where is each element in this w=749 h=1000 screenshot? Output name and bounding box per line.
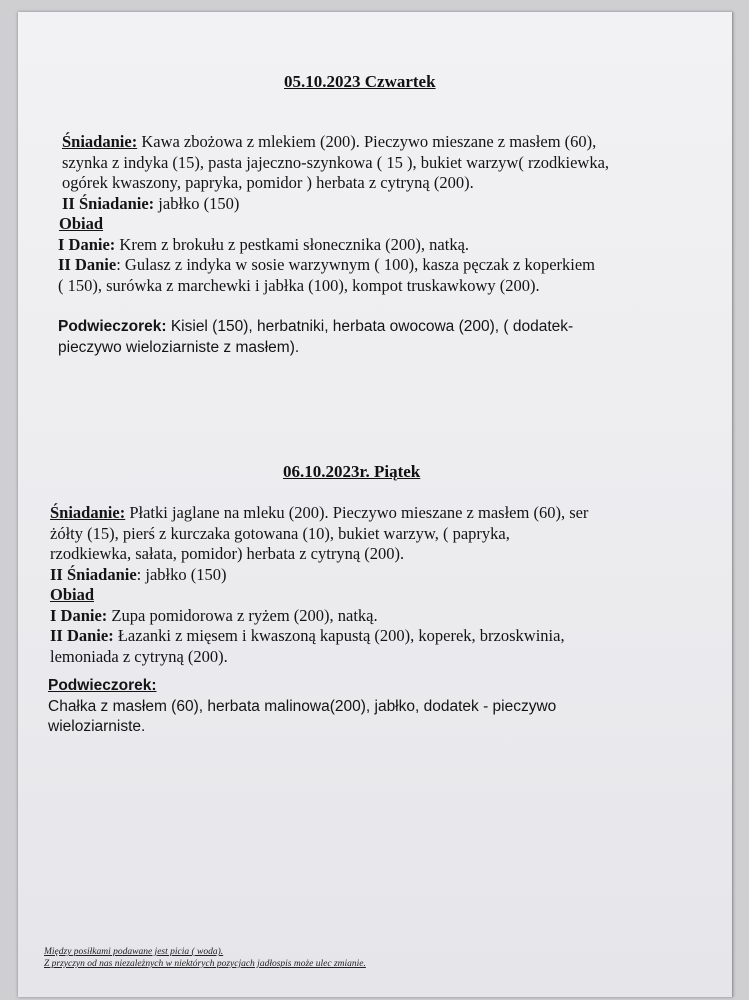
day1-ii-sniadanie: [50, 194, 609, 215]
day1-sniadanie-line2: szynka z indyka (15), pasta jajeczno-szynkowa ( 15 ), bukiet warzyw( rzodkiewka,: [62, 152, 610, 172]
day1-ii-sniadanie-label: II Śniadanie:: [62, 193, 155, 213]
day2-podwieczorek-label: Podwieczorek:: [48, 677, 157, 694]
day1-sniadanie-line1: [50, 132, 609, 153]
day2-title: 06.10.2023r. Piątek: [283, 462, 421, 481]
day1-i-danie: [50, 235, 609, 256]
day1-i-danie-text: Krem z brokułu z pestkami słonecznika (200), natką.: [115, 234, 470, 254]
day2-podwieczorek-line2: wieloziarniste.: [48, 718, 146, 735]
day2-ii-danie-line1: [50, 626, 588, 647]
day1-ii-sniadanie-text: jabłko (150): [154, 193, 240, 213]
day2-ii-sniadanie-label: II Śniadanie: [50, 564, 137, 584]
footer-line1: Między posiłkami podawane jest picia ( woda).: [44, 947, 224, 957]
day2-ii-danie-label: II Danie:: [50, 626, 114, 645]
day1-sniadanie-text1: Kawa zbożowa z mlekiem (200). Pieczywo mieszane z masłem (60),: [137, 132, 597, 151]
footer-note: [44, 946, 366, 970]
day1-ii-danie-label: II Danie: [58, 255, 117, 274]
day2-ii-danie-text1: Łazanki z mięsem i kwaszoną kapustą (200), koperek, brzoskwinia,: [113, 626, 565, 645]
day1-podwieczorek: [58, 317, 573, 358]
day2-podwieczorek-line1: Chałka z masłem (60), herbata malinowa(200), jabłko, dodatek - pieczywo: [48, 697, 557, 715]
day2-menu: [50, 503, 588, 667]
day1-podwieczorek-line1: [58, 317, 573, 338]
day2-sniadanie-line3: rzodkiewka, sałata, pomidor) herbata z cytryną (200).: [50, 544, 405, 563]
day1-podwieczorek-line2: pieczywo wieloziarniste z masłem).: [58, 338, 300, 356]
day1-ii-danie-line2: ( 150), surówka z marchewki i jabłka (100), kompot truskawkowy (200).: [58, 275, 540, 295]
day2-podwieczorek: [48, 676, 556, 738]
day2-i-danie: [50, 606, 588, 627]
day1-title: 05.10.2023 Czwartek: [284, 72, 436, 91]
day2-ii-sniadanie-text: : jabłko (150): [136, 564, 227, 584]
day1-podwieczorek-text1: Kisiel (150), herbatniki, herbata owocowa (200), ( dodatek-: [166, 318, 574, 335]
day1-podwieczorek-label: Podwieczorek:: [58, 318, 167, 335]
day2-i-danie-label: I Danie:: [50, 605, 108, 625]
day2-sniadanie-line2: żółty (15), pierś z kurczaka gotowana (10), bukiet warzyw, ( papryka,: [50, 523, 510, 543]
day2-sniadanie-text1: Płatki jaglane na mleku (200). Pieczywo mieszane z masłem (60), ser: [125, 503, 589, 522]
day2-obiad-label: Obiad: [50, 585, 95, 604]
day1-sniadanie-label: Śniadanie:: [62, 132, 138, 151]
day1-ii-danie-text1: : Gulasz z indyka w sosie warzywnym ( 100), kasza pęczak z koperkiem: [116, 255, 596, 274]
day1-sniadanie-line3: ogórek kwaszony, papryka, pomidor ) herbata z cytryną (200).: [62, 173, 474, 192]
day1-menu: [50, 132, 609, 296]
day2-ii-sniadanie: [50, 565, 588, 586]
day2-sniadanie-label: Śniadanie:: [50, 503, 126, 522]
day1-i-danie-label: I Danie:: [58, 234, 116, 254]
day1-ii-danie-line1: [50, 255, 609, 276]
footer-line2: Z przyczyn od nas niezależnych w niektórych pozycjach jadłospis może ulec zmianie.: [44, 959, 366, 969]
day2-i-danie-text: Zupa pomidorowa z ryżem (200), natką.: [107, 605, 378, 625]
day2-ii-danie-line2: lemoniada z cytryną (200).: [50, 646, 228, 666]
day1-obiad-label: Obiad: [59, 214, 104, 233]
day2-sniadanie-line1: [50, 503, 588, 524]
